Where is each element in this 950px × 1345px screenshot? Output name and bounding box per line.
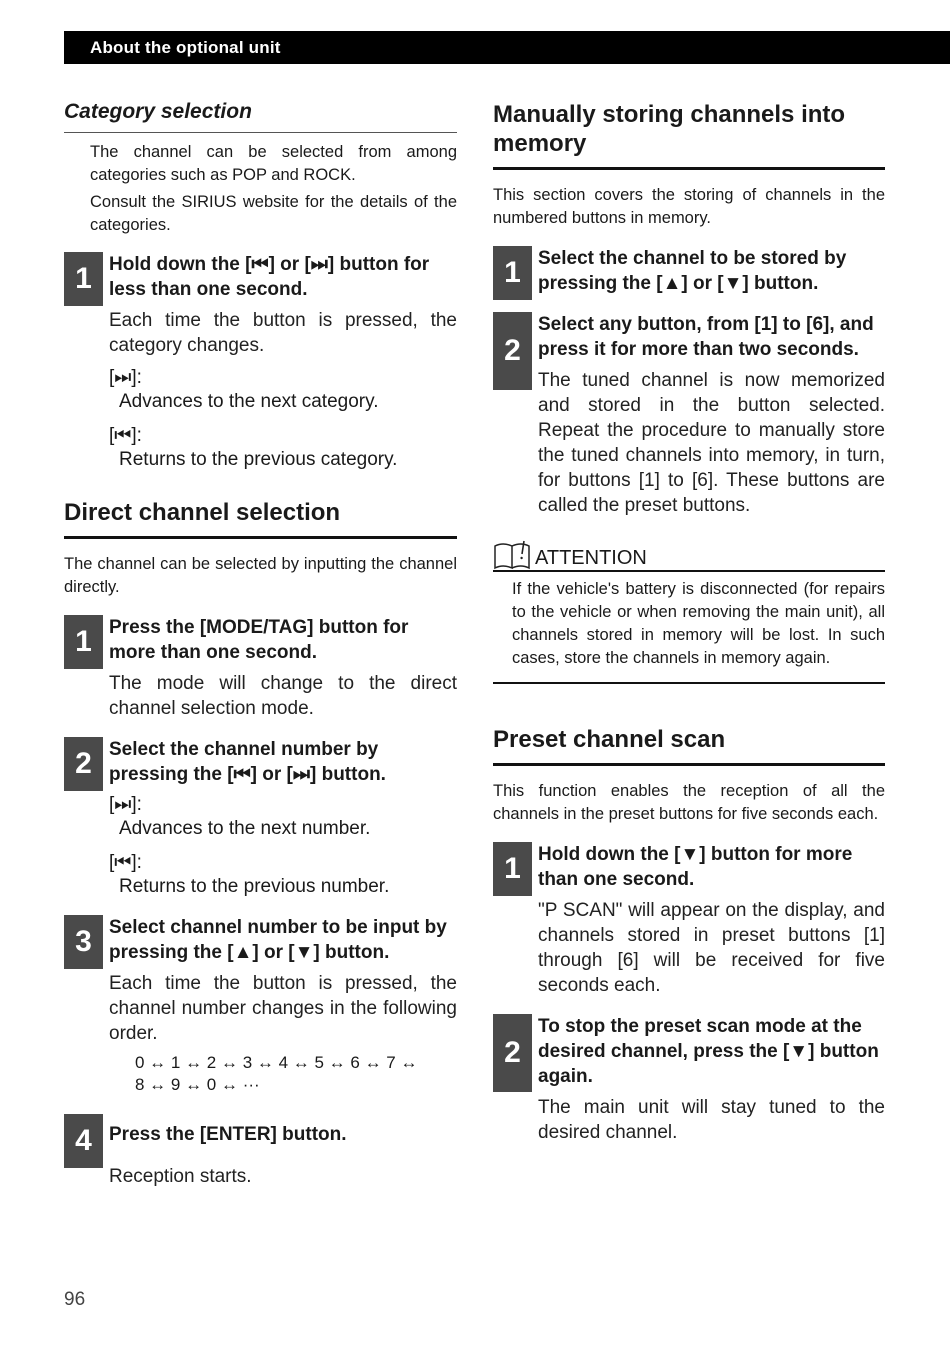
step-description: "P SCAN" will appear on the display, and channels stored in preset buttons [1] through [6] will be received for five seconds each. xyxy=(538,900,885,996)
step-number-badge: 1 xyxy=(493,246,532,300)
step-title: Select the channel to be stored by pressing the [▲] or [▼] button. xyxy=(538,248,847,294)
step-description: The tuned channel is now memorized and stored in the button selected. Repeat the procedure to manually store the tuned channels into memory, in turn, for buttons [1] to [6]. These buttons are called the preset buttons. xyxy=(538,370,885,516)
step-title: Press the [ENTER] button. xyxy=(109,1124,347,1145)
category-intro-1: The channel can be selected from among categories such as POP and ROCK. xyxy=(90,143,457,184)
step-description: Each time the button is pressed, the category changes. xyxy=(109,310,457,356)
step-number-badge: 1 xyxy=(64,615,103,669)
prev-key-label: [⏮]: xyxy=(109,425,142,446)
direct-step-1 xyxy=(64,615,457,721)
manual-step-1 xyxy=(493,246,885,300)
book-attention-icon xyxy=(493,538,533,570)
scan-step-2 xyxy=(493,1014,885,1145)
prev-key-label: [⏮]: xyxy=(109,852,142,873)
page-number: 96 xyxy=(64,1289,86,1310)
step-number-badge: 2 xyxy=(64,737,103,791)
step-title: Hold down the [⏮] or [⏭] button for less than one second. xyxy=(109,254,430,300)
step-number-badge: 2 xyxy=(493,312,532,390)
next-key-label: [⏭]: xyxy=(109,794,142,815)
section-header-bar xyxy=(64,31,950,64)
step-description: Each time the button is pressed, the channel number changes in the following order. xyxy=(109,973,457,1044)
direct-step-3 xyxy=(64,915,457,1096)
step-title: Select the channel number by pressing the [⏮] or [⏭] button. xyxy=(109,739,386,785)
next-key-description: Advances to the next number. xyxy=(119,818,371,839)
number-sequence-line-2: 8 ↔ 9 ↔ 0 ↔ ··· xyxy=(135,1075,260,1094)
step-description: The main unit will stay tuned to the desired channel. xyxy=(538,1097,885,1143)
next-key-description: Advances to the next category. xyxy=(119,391,379,412)
section-header-title: About the optional unit xyxy=(90,38,281,57)
prev-key-description: Returns to the previous number. xyxy=(119,876,390,897)
step-title: Select channel number to be input by pressing the [▲] or [▼] button. xyxy=(109,917,447,963)
direct-step-4 xyxy=(64,1114,457,1189)
prev-key-description: Returns to the previous category. xyxy=(119,449,398,470)
manual-storing-intro: This section covers the storing of channels in the numbered buttons in memory. xyxy=(493,186,885,227)
direct-channel-heading: Direct channel selection xyxy=(64,498,457,539)
step-number-badge: 4 xyxy=(64,1114,103,1168)
attention-header xyxy=(493,538,885,572)
direct-channel-intro: The channel can be selected by inputting the channel directly. xyxy=(64,555,457,596)
category-intro-2: Consult the SIRIUS website for the details of the categories. xyxy=(90,193,457,234)
step-title: To stop the preset scan mode at the desired channel, press the [▼] button again. xyxy=(538,1016,879,1087)
category-selection-heading: Category selection xyxy=(64,100,457,133)
attention-label: ATTENTION xyxy=(535,547,647,569)
preset-scan-intro: This function enables the reception of all the channels in the preset buttons for five seconds each. xyxy=(493,782,885,823)
preset-scan-heading: Preset channel scan xyxy=(493,725,885,766)
category-step-1 xyxy=(64,252,457,472)
scan-step-1 xyxy=(493,842,885,998)
left-column xyxy=(64,100,457,1189)
next-key-label: [⏭]: xyxy=(109,367,142,388)
step-number-badge: 1 xyxy=(493,842,532,896)
step-number-badge: 2 xyxy=(493,1014,532,1092)
step-description: The mode will change to the direct channel selection mode. xyxy=(109,673,457,719)
step-number-badge: 1 xyxy=(64,252,103,306)
direct-step-2 xyxy=(64,737,457,899)
step-title: Hold down the [▼] button for more than one second. xyxy=(538,844,853,890)
step-number-badge: 3 xyxy=(64,915,103,969)
right-column xyxy=(493,100,885,1145)
manual-storing-heading: Manually storing channels into memory xyxy=(493,100,885,170)
attention-box xyxy=(493,538,885,684)
number-sequence-line-1: 0 ↔ 1 ↔ 2 ↔ 3 ↔ 4 ↔ 5 ↔ 6 ↔ 7 ↔ xyxy=(135,1053,418,1072)
step-title: Press the [MODE/TAG] button for more than one second. xyxy=(109,617,409,663)
step-title: Select any button, from [1] to [6], and press it for more than two seconds. xyxy=(538,314,874,360)
step-description: Reception starts. xyxy=(109,1166,252,1187)
manual-step-2 xyxy=(493,312,885,518)
attention-text: If the vehicle's battery is disconnected (for repairs to the vehicle or when removing the main unit), all channels stored in memory will be lost. In such cases, store the channels in memory again. xyxy=(512,580,885,667)
